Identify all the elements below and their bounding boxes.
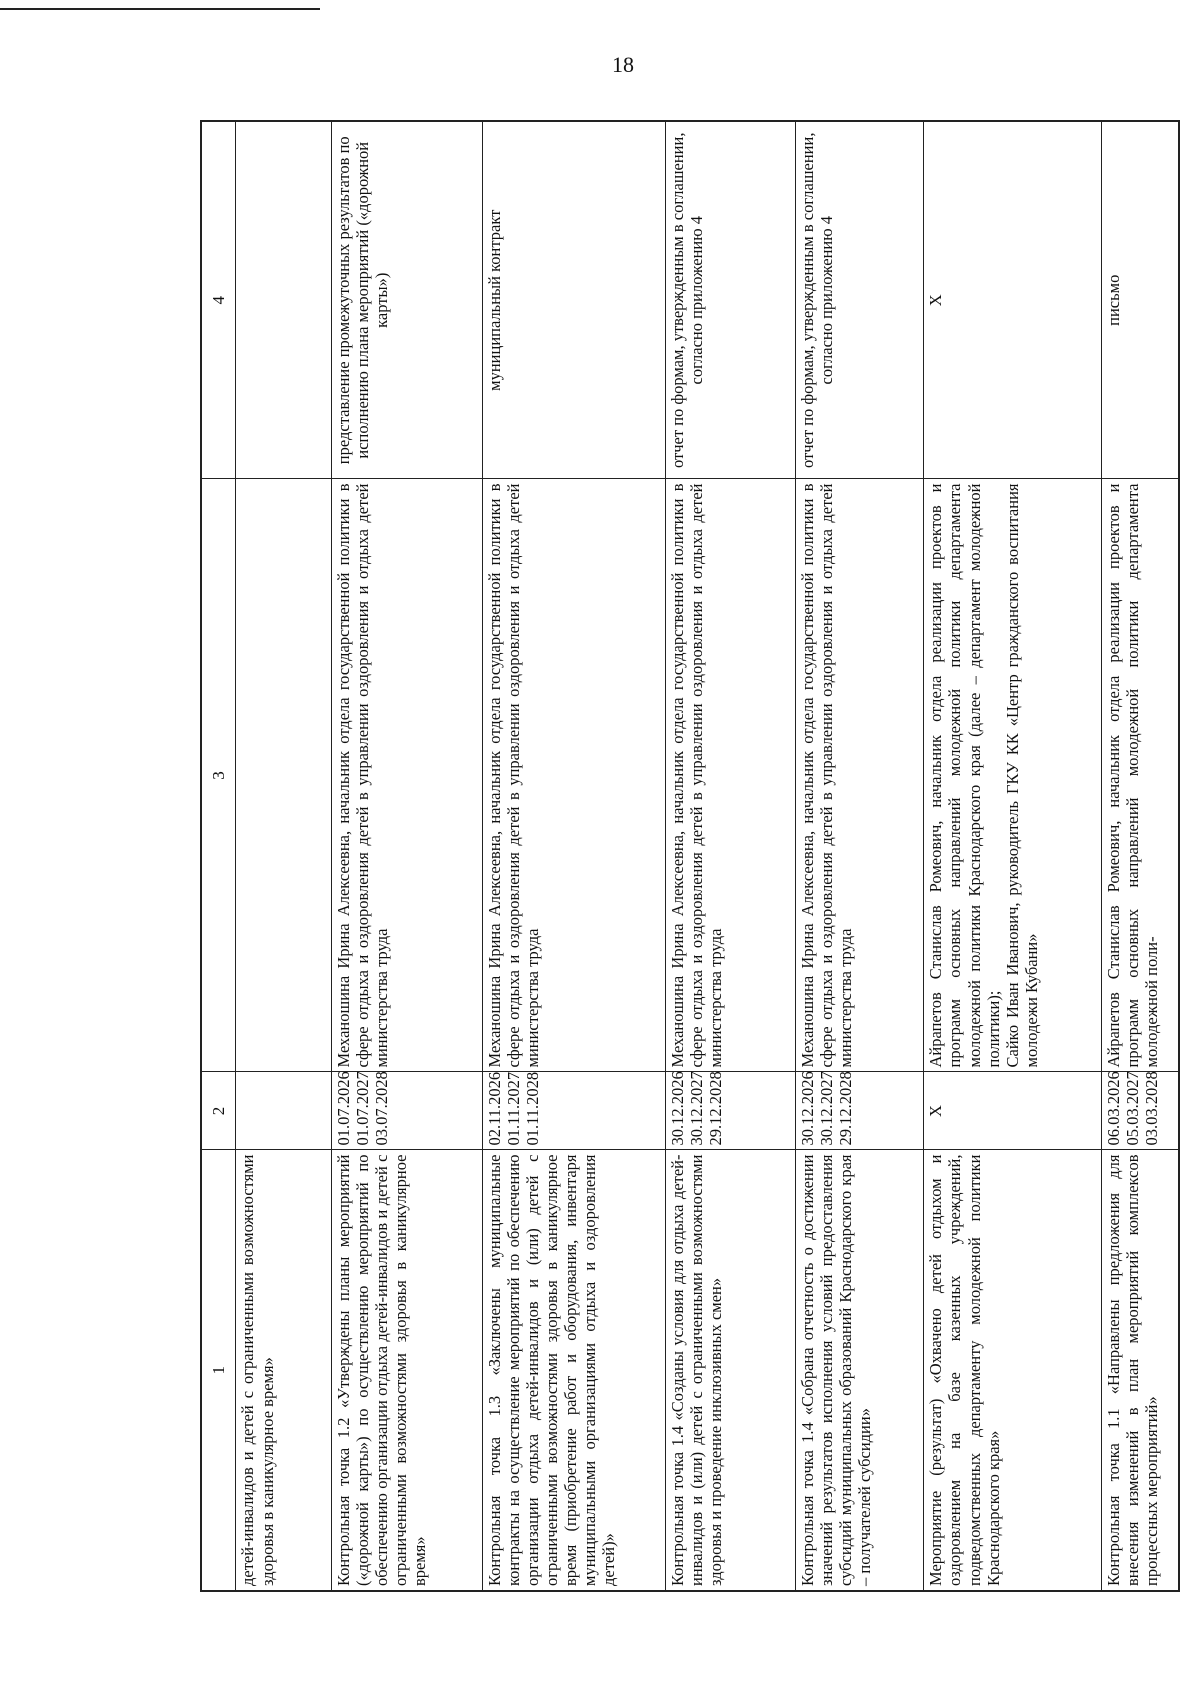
row-4-document: отчет по формам, утвержденным в соглашении, согласно приложению 4	[665, 121, 795, 479]
table-row	[482, 121, 665, 1591]
row-2-document: представление промежуточных результатов по исполнению плана мероприятий («дорожной карты»)	[331, 121, 482, 479]
table-row	[665, 121, 795, 1591]
row-1-responsible	[236, 479, 331, 1072]
top-rule	[0, 8, 320, 10]
row-3-document: муниципальный контракт	[482, 121, 665, 479]
row-4-event: Контрольная точка 1.4 «Созданы условия для отдыха детей-инвалидов и (или) детей с ограниченными возможностями здоровья и проведение инклюзивных смен»	[665, 1150, 795, 1591]
table-row	[236, 121, 331, 1591]
header-col-4: 4	[201, 121, 236, 479]
row-3-dates: 02.11.2026 01.11.2027 01.11.2028	[482, 1072, 665, 1150]
row-7-responsible: Айрапетов Станислав Ромеович, начальник отдела реализации проектов и программ основных направлений молодежной политики департамента молодежной поли-	[1101, 479, 1179, 1072]
header-col-2: 2	[201, 1072, 236, 1150]
row-1-event: детей-инвалидов и детей с ограниченными возможностями здоровья в каникулярное время»	[236, 1150, 331, 1591]
row-3-event: Контрольная точка 1.3 «Заключены муниципальные контракты на осуществление мероприятий по обеспечению организации отдыха детей-инвалидов и (или) детей с ограниченными возможностями здоровья в каникулярное время (приобретение работ и оборудования, инвентаря муниципальными организациями отдыха и оздоровления детей)»	[482, 1150, 665, 1591]
row-6-dates: X	[924, 1072, 1102, 1150]
schedule-table	[200, 120, 1180, 1592]
row-6-document: X	[924, 121, 1102, 479]
row-5-dates: 30.12.2026 30.12.2027 29.12.2028	[795, 1072, 924, 1150]
row-3-responsible: Механошина Ирина Алексеевна, начальник отдела государственной политики в сфере отдыха и оздоровления детей в управлении оздоровления и отдыха детей министерства труда	[482, 479, 665, 1072]
header-col-1: 1	[201, 1150, 236, 1591]
row-7-document: письмо	[1101, 121, 1179, 479]
row-6-responsible: Айрапетов Станислав Ромеович, начальник отдела реализации проектов и программ основных направлений молодежной политики департамента молодежной политики Краснодарского края (далее – департамент молодежной политики); Сайко Иван Иванович, руководитель ГКУ КК «Центр гражданского воспитания молодежи Кубани»	[924, 479, 1102, 1072]
table-header-row	[201, 121, 236, 1591]
rotated-table-container	[200, 122, 1180, 1592]
row-1-document	[236, 121, 331, 479]
row-4-dates: 30.12.2026 30.12.2027 29.12.2028	[665, 1072, 795, 1150]
row-7-event: Контрольная точка 1.1 «Направлены предложения для внесения изменений в план мероприятий комплексов процессных мероприятий»	[1101, 1150, 1179, 1591]
row-1-dates	[236, 1072, 331, 1150]
row-7-dates: 06.03.2026 05.03.2027 03.03.2028	[1101, 1072, 1179, 1150]
row-5-document: отчет по формам, утвержденным в соглашении, согласно приложению 4	[795, 121, 924, 479]
row-5-event: Контрольная точка 1.4 «Собрана отчетность о достижении значений результатов исполнения условий предоставления субсидий муниципальных образований Краснодарского края – получателей субсидии»	[795, 1150, 924, 1591]
header-col-3: 3	[201, 479, 236, 1072]
row-4-responsible: Механошина Ирина Алексеевна, начальник отдела государственной политики в сфере отдыха и оздоровления детей в управлении оздоровления и отдыха детей министерства труда	[665, 479, 795, 1072]
row-2-responsible: Механошина Ирина Алексеевна, начальник отдела государственной политики в сфере отдыха и оздоровления детей в управлении оздоровления и отдыха детей министерства труда	[331, 479, 482, 1072]
page-number: 18	[612, 52, 634, 77]
row-5-responsible: Механошина Ирина Алексеевна, начальник отдела государственной политики в сфере отдыха и оздоровления детей в управлении оздоровления и отдыха детей министерства труда	[795, 479, 924, 1072]
row-6-event: Мероприятие (результат) «Охвачено детей отдыхом и оздоровлением на базе казенных учреждений, подведомственных департаменту молодежной политики Краснодарского края»	[924, 1150, 1102, 1591]
row-2-event: Контрольная точка 1.2 «Утверждены планы мероприятий («дорожной карты») по осуществлению мероприятий по обеспечению организации отдыха детей-инвалидов и детей с ограниченными возможностями здоровья в каникулярное время»	[331, 1150, 482, 1591]
table-row	[331, 121, 482, 1591]
table-row	[795, 121, 924, 1591]
table-row	[1101, 121, 1179, 1591]
row-2-dates: 01.07.2026 01.07.2027 03.07.2028	[331, 1072, 482, 1150]
table-row	[924, 121, 1102, 1591]
